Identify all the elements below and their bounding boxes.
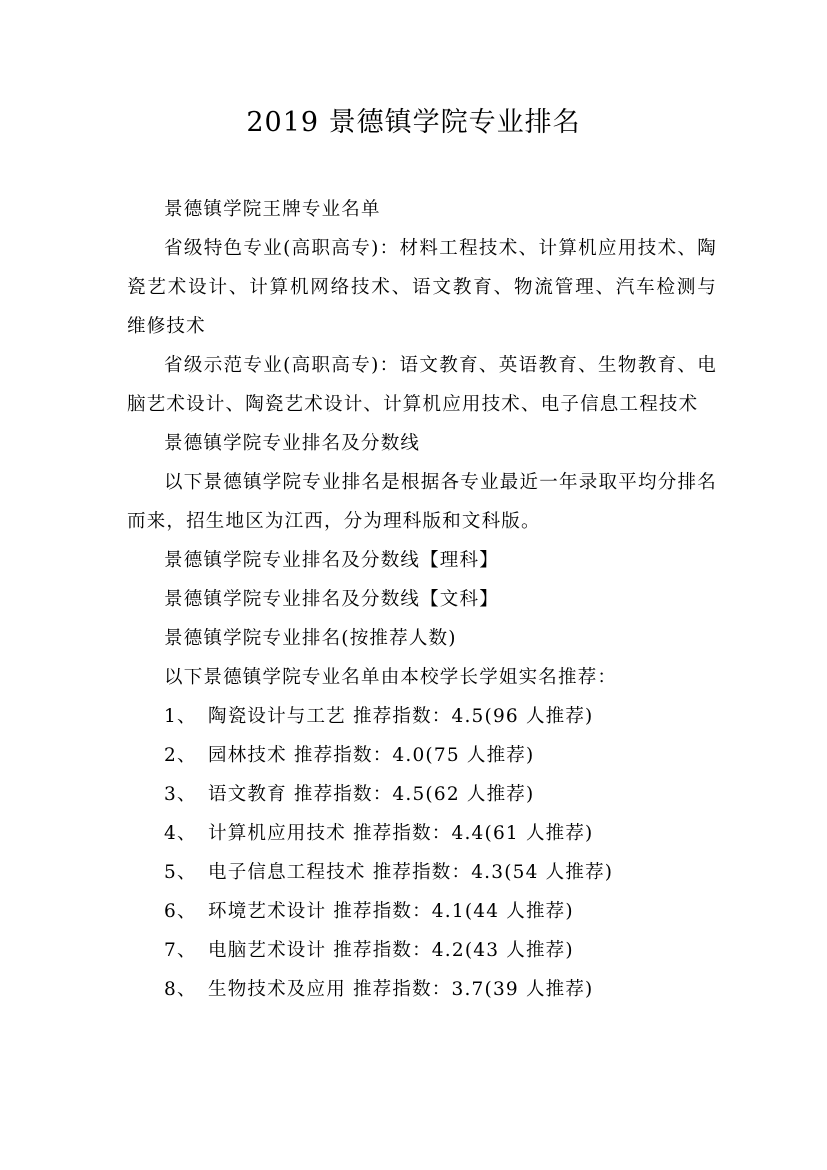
item-index: 推荐指数：4.1(44 人推荐) xyxy=(333,901,574,922)
list-item xyxy=(127,931,717,970)
item-number: 1、 xyxy=(164,706,197,727)
list-item xyxy=(127,814,717,853)
item-number: 2、 xyxy=(164,745,197,766)
item-major: 电脑艺术设计 xyxy=(208,940,327,961)
item-major: 环境艺术设计 xyxy=(208,901,327,922)
ranking-list xyxy=(127,697,717,1009)
item-index: 推荐指数：4.0(75 人推荐) xyxy=(293,745,535,766)
item-major: 陶瓷设计与工艺 xyxy=(208,706,346,727)
item-number: 8、 xyxy=(164,979,197,1000)
list-item xyxy=(127,970,717,1009)
list-item xyxy=(127,892,717,931)
paragraph-flagship-heading: 景德镇学院王牌专业名单 xyxy=(164,199,381,220)
paragraph-recommend-intro: 以下景德镇学院专业名单由本校学长学姐实名推荐： xyxy=(164,667,618,688)
item-index: 推荐指数：3.7(39 人推荐) xyxy=(353,979,594,1000)
paragraph-recommend-heading: 景德镇学院专业排名(按推荐人数) xyxy=(164,628,457,649)
list-item xyxy=(127,736,717,775)
item-index: 推荐指数：4.4(61 人推荐) xyxy=(353,823,594,844)
paragraph-provincial-model: 省级示范专业(高职高专)：语文教育、英语教育、生物教育、电脑艺术设计、陶瓷艺术设计、计算机应用技术、电子信息工程技术 xyxy=(127,355,717,415)
item-number: 4、 xyxy=(164,823,197,844)
item-index: 推荐指数：4.2(43 人推荐) xyxy=(333,940,574,961)
paragraph-ranking-intro: 以下景德镇学院专业排名是根据各专业最近一年录取平均分排名而来，招生地区为江西，分为理科版和文科版。 xyxy=(127,472,717,532)
item-index: 推荐指数：4.5(62 人推荐) xyxy=(293,784,535,805)
item-index: 推荐指数：4.5(96 人推荐) xyxy=(353,706,594,727)
item-major: 计算机应用技术 xyxy=(208,823,346,844)
document-body xyxy=(127,190,717,1009)
item-major: 语文教育 xyxy=(208,784,287,805)
list-item xyxy=(127,853,717,892)
item-major: 电子信息工程技术 xyxy=(208,862,366,883)
item-index: 推荐指数：4.3(54 人推荐) xyxy=(372,862,614,883)
item-major: 生物技术及应用 xyxy=(208,979,346,1000)
paragraph-science-link: 景德镇学院专业排名及分数线【理科】 xyxy=(164,550,499,571)
item-number: 3、 xyxy=(164,784,197,805)
item-number: 7、 xyxy=(164,940,197,961)
paragraph-arts-link: 景德镇学院专业排名及分数线【文科】 xyxy=(164,589,499,610)
item-number: 6、 xyxy=(164,901,197,922)
paragraph-provincial-featured: 省级特色专业(高职高专)：材料工程技术、计算机应用技术、陶瓷艺术设计、计算机网络技术、语文教育、物流管理、汽车检测与维修技术 xyxy=(127,238,717,337)
list-item xyxy=(127,697,717,736)
item-number: 5、 xyxy=(164,862,197,883)
paragraph-ranking-heading: 景德镇学院专业排名及分数线 xyxy=(164,433,421,454)
item-major: 园林技术 xyxy=(208,745,287,766)
list-item xyxy=(127,775,717,814)
page-title: 2019 景德镇学院专业排名 xyxy=(246,107,581,138)
